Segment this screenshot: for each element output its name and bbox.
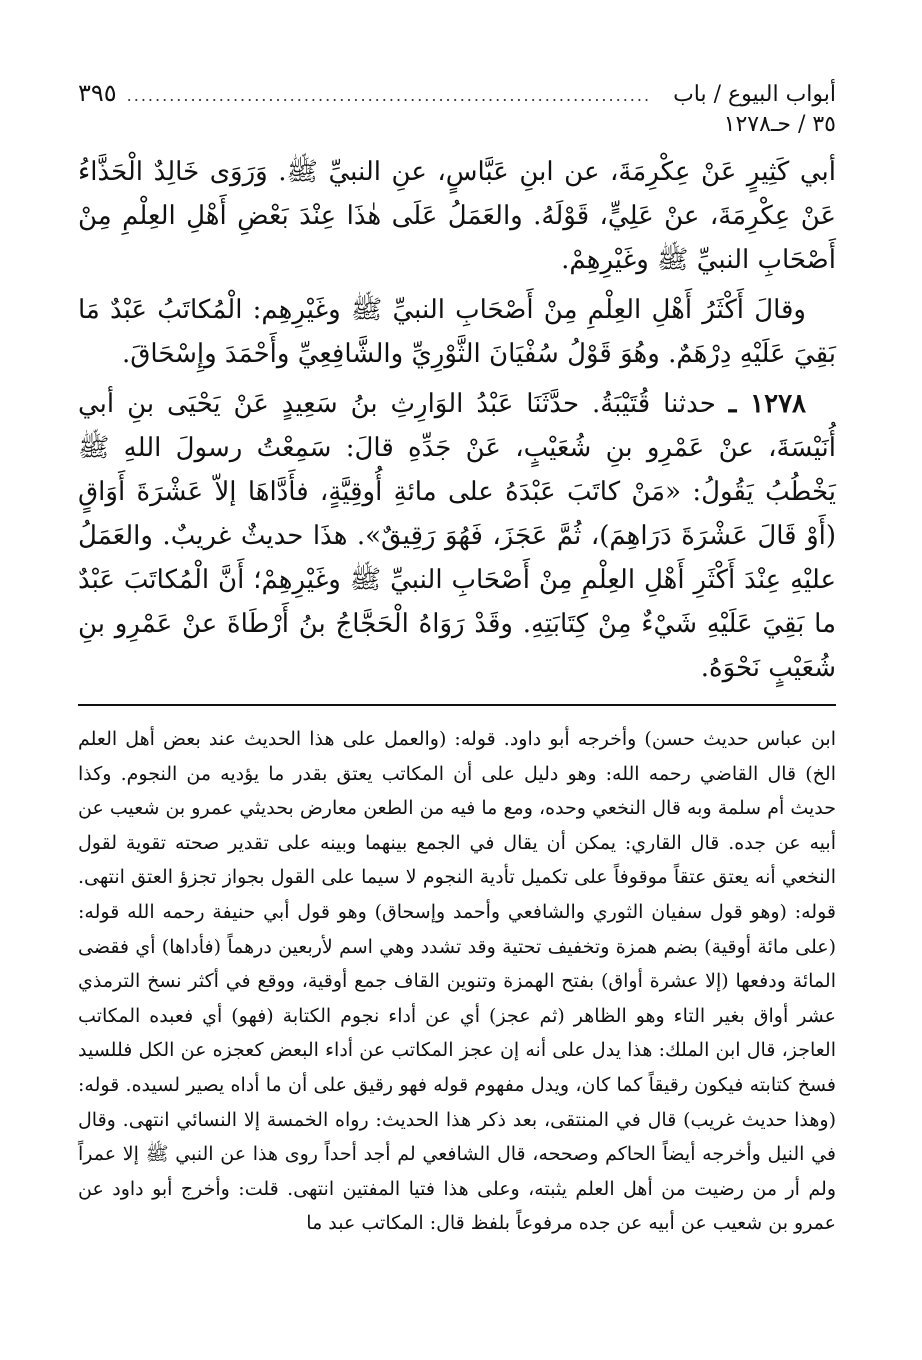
hadith-text: حدثنا قُتَيْبَةُ. حدَّثَنَا عَبْدُ الوَارِثِ بنُ سَعِيدٍ عَنْ يَحْيَى بنِ أبي أُنَيْسَةَ، عنْ عَمْرِو بنِ شُعَيْبٍ، عَنْ جَدِّهِ قالَ: سَمِعْتُ رسولَ اللهِ ﷺ يَخْطُبُ يَقُولُ: «مَنْ كاتَبَ عَبْدَهُ على مائةِ أُوقِيَّةٍ، فأَدَّاهَا إلاّ عَشْرَةَ أَوَاقٍ (أَوْ قَالَ عَشْرَةَ دَرَاهِمَ)، ثُمَّ عَجَزَ، فَهُوَ رَقِيقٌ». هذَا حديثٌ غريبٌ. والعَمَلُ عليْهِ عِنْدَ أَكْثَرِ أَهْلِ العِلْمِ مِنْ أَصْحَابِ النبيِّ ﷺ وغَيْرِهِمْ؛ أَنَّ الْمُكاتَبَ عَبْدٌ ما بَقِيَ عَلَيْهِ شَيْءٌ مِنْ كِتَابَتِهِ. وقَدْ رَوَاهُ الْحَجَّاجُ بنُ أَرْطَاةَ عنْ عَمْرِو بنِ شُعَيْبٍ نَحْوَهُ. bbox=[78, 389, 836, 683]
section-divider bbox=[78, 704, 836, 706]
page-number: ٣٩٥ bbox=[78, 79, 117, 107]
commentary-text: ابن عباس حديث حسن) وأخرجه أبو داود. قوله: (والعمل على هذا الحديث عند بعض أهل العلم الخ) قال القاضي رحمه الله: وهو دليل على أن المكاتب يعتق بقدر ما يؤديه من النجوم. وكذا حديث أم سلمة وبه قال النخعي وحده، ومع ما فيه من الطعن معارض بحديثي عمرو بن شعيب عن أبيه عن جده. قال القاري: يمكن أن يقال في الجمع بينهما وبينه على تقدير صحته تقوية لقول النخعي أنه يعتق عتقاً موقوفاً على تكميل تأدية النجوم لا سيما على القول بجواز تجزؤ العتق انتهى. قوله: (وهو قول سفيان الثوري والشافعي وأحمد وإسحاق) وهو قول أبي حنيفة رحمه الله قوله: (على مائة أوقية) بضم همزة وتخفيف تحتية وقد تشدد وهي اسم لأربعين درهماً (فأداها) أي فقضى المائة ودفعها (إلا عشرة أواق) بفتح الهمزة وتنوين القاف جمع أوقية، ووقع في أكثر نسخ الترمذي عشر أواق بغير التاء وهو الظاهر (ثم عجز) أي عن أداء نجوم الكتابة (فهو) أي فعبده المكاتب العاجز، قال ابن الملك: هذا يدل على أنه إن عجز المكاتب عن أداء البعض كعجزه عن الكل فللسيد فسخ كتابته فيكون رقيقاً كما كان، ويدل مفهوم قوله فهو رقيق على أن ما أداه يصير لسيده. قوله: (وهذا حديث غريب) قال في المنتقى، بعد ذكر هذا الحديث: رواه الخمسة إلا النسائي انتهى. وقال في النيل وأخرجه أيضاً الحاكم وصححه، قال الشافعي لم أجد أحداً روى هذا عن النبي ﷺ إلا عمراً ولم أر من رضيت من أهل العلم يثبته، وعلى هذا فتيا المفتين انتهى. قلت: وأخرج أبو داود عن عمرو بن شعيب عن أبيه عن جده مرفوعاً بلفظ قال: المكاتب عبد ما bbox=[78, 728, 836, 1235]
main-paragraph-2: وقالَ أَكْثَرُ أَهْلِ العِلْمِ مِنْ أَصْحَابِ النبيِّ ﷺ وغَيْرِهِم: الْمُكاتَبُ عَبْدٌ مَا بَقِيَ عَلَيْهِ دِرْهَمٌ. وهُوَ قَوْلُ سُفْيَانَ الثَّوْرِيِّ والشَّافِعِيِّ وأَحْمَدَ وإِسْحَاقَ. bbox=[78, 295, 836, 369]
hadith-number: ١٢٧٨ ـ bbox=[728, 389, 806, 419]
main-text bbox=[78, 150, 836, 690]
commentary bbox=[78, 722, 836, 1241]
header-dot-leader: .......................................................................... bbox=[126, 86, 652, 105]
main-paragraph-3 bbox=[78, 382, 836, 690]
running-header bbox=[78, 78, 836, 140]
header-title: أبواب البيوع / باب ٣٥ / حـ١٢٧٨ bbox=[673, 82, 836, 137]
main-paragraph-1: أبي كَثِيرٍ عَنْ عِكْرِمَةَ، عن ابنِ عَبَّاسٍ، عنِ النبيِّ ﷺ. وَرَوَى خَالِدٌ الْحَذَّاءُ عَنْ عِكْرِمَةَ، عنْ عَلِيٍّ، قَوْلَهُ. والعَمَلُ عَلَى هٰذَا عِنْدَ بَعْضِ أَهْلِ العِلْمِ مِنْ أَصْحَابِ النبيِّ ﷺ وغَيْرِهِمْ. bbox=[78, 157, 836, 275]
